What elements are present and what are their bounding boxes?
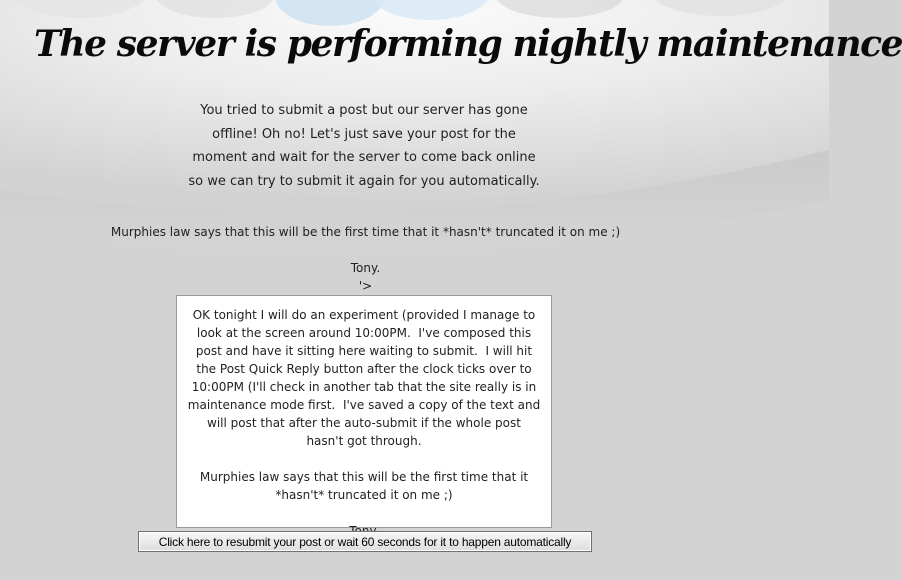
leftover-text-line-3: '> — [358, 279, 373, 293]
saved-post-textarea[interactable]: OK tonight I will do an experiment (provided I manage to look at the screen around 10:00PM. I've composed this post and have it sitting here waiting to submit. I will hit the Post Quick Reply button after the clock ticks over to 10:00PM (I'll check in another tab that the site really is in maintenance mode first. I've saved a copy of the text and will post that after the auto-submit if the whole post hasn't got through. Murphies law says that this will be the first time that it *hasn't* truncated it on me ;) — [176, 295, 552, 528]
maintenance-headline: The server is performing nightly maintenance — [34, 23, 902, 65]
leftover-text-line-1: Murphies law says that this will be the first time that it *hasn't* truncated it on me ;) — [110, 225, 621, 239]
offline-message: You tried to submit a post but our server has gone offline! Oh no! Let's just save your post for the moment and wait for the server to come back online so we can try to submit it again for you automatically. — [188, 103, 540, 189]
resubmit-post-button[interactable]: Click here to resubmit your post or wait 60 seconds for it to happen automatically — [138, 531, 592, 552]
leftover-text-line-2: Tony. — [350, 261, 381, 275]
